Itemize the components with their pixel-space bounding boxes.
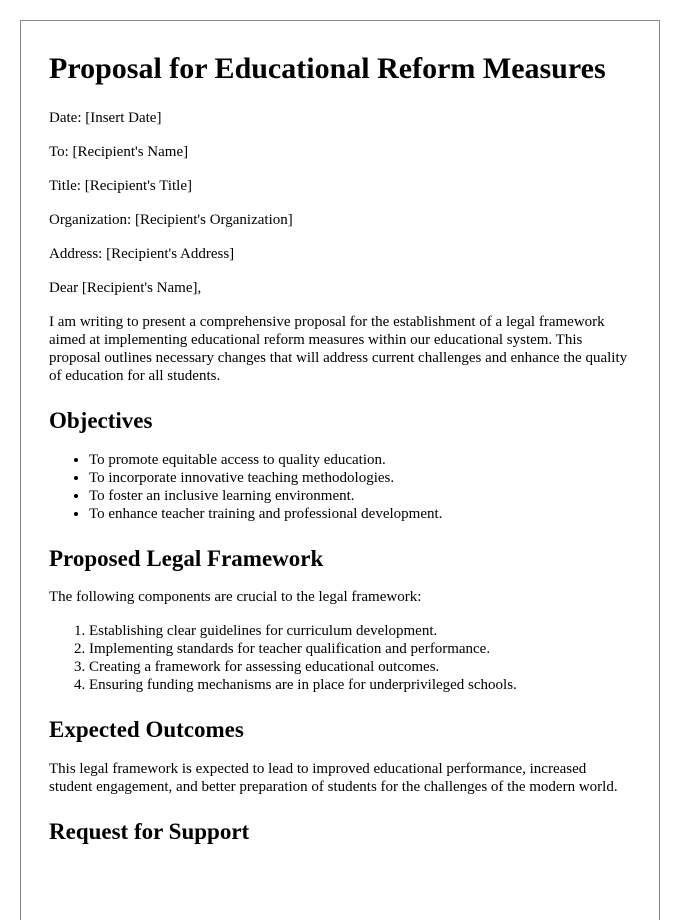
framework-lead: The following components are crucial to the legal framework: <box>49 589 422 606</box>
framework-list <box>49 622 631 694</box>
support-heading: Request for Support <box>49 818 250 844</box>
framework-item: 4. Ensuring funding mechanisms are in place for underprivileged schools. <box>89 676 631 694</box>
objectives-list <box>49 451 631 523</box>
recipient-title-field: Title: [Recipient's Title] <box>49 178 192 194</box>
framework-item: 1. Establishing clear guidelines for curriculum development. <box>89 622 631 640</box>
framework-item: 2. Implementing standards for teacher qualification and performance. <box>89 640 631 658</box>
recipient-address-field: Address: [Recipient's Address] <box>49 246 235 262</box>
document-page <box>20 20 660 920</box>
document-title: Proposal for Educational Reform Measures <box>49 52 606 85</box>
outcomes-heading: Expected Outcomes <box>49 717 244 743</box>
recipient-organization-field: Organization: [Recipient's Organization] <box>49 212 293 228</box>
objective-item: • To enhance teacher training and professional development. <box>89 505 631 523</box>
objective-item: • To promote equitable access to quality education. <box>89 451 631 469</box>
outcomes-paragraph: This legal framework is expected to lead to improved educational performance, increased student engagement, and better preparation of students for the challenges of the modern world. <box>49 760 618 795</box>
objective-item: • To foster an inclusive learning environment. <box>89 487 631 505</box>
recipient-name-field: To: [Recipient's Name] <box>49 144 189 160</box>
intro-paragraph: I am writing to present a comprehensive proposal for the establishment of a legal framework aimed at implementing educational reform measures within our educational system. This proposal outlines necessary changes that will address current challenges and enhance the quality of education for all students. <box>49 314 628 384</box>
date-field: Date: [Insert Date] <box>49 110 162 126</box>
framework-item: 3. Creating a framework for assessing educational outcomes. <box>89 658 631 676</box>
salutation: Dear [Recipient's Name], <box>49 280 202 296</box>
framework-heading: Proposed Legal Framework <box>49 545 324 571</box>
objective-item: • To incorporate innovative teaching methodologies. <box>89 469 631 487</box>
objectives-heading: Objectives <box>49 408 153 433</box>
